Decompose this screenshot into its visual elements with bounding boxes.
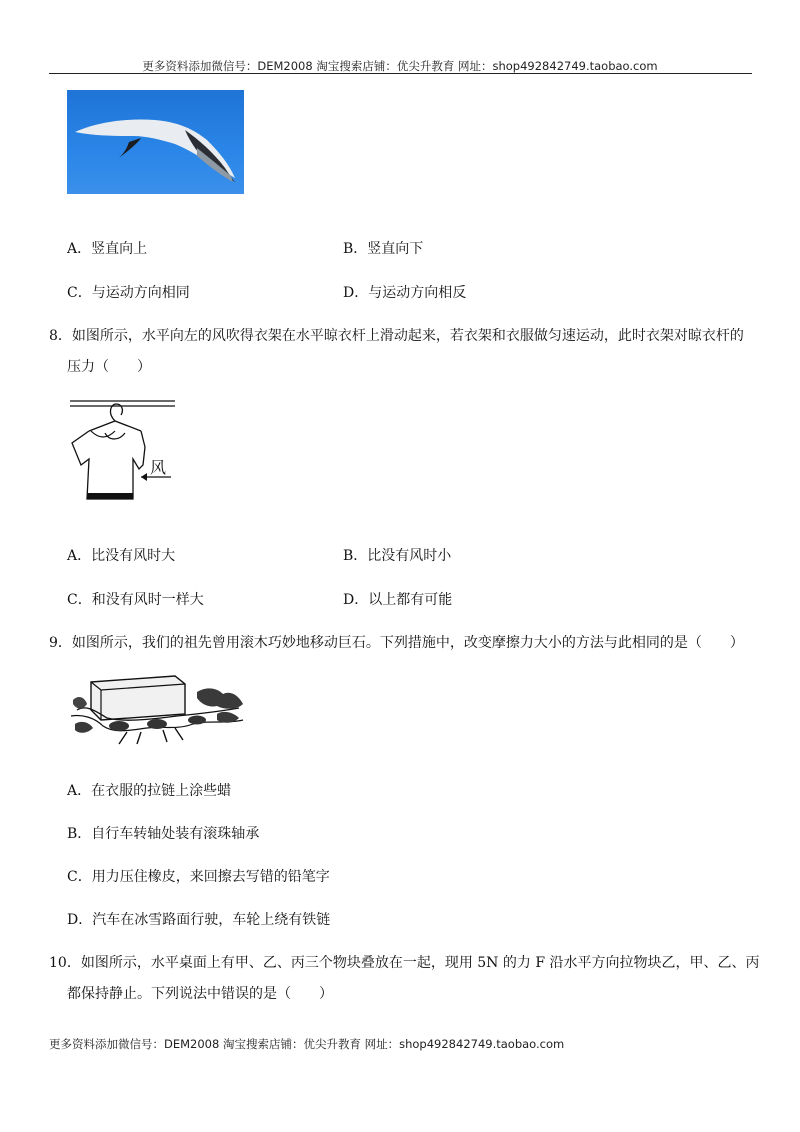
q7-option-d: D．与运动方向相反 (343, 285, 467, 301)
q10-stem-line2: 都保持静止。下列说法中错误的是（ ） (67, 986, 333, 1002)
bird-illustration (67, 90, 244, 194)
q8-option-d: D．以上都有可能 (343, 592, 453, 608)
q8-option-b: B．比没有风时小 (343, 548, 452, 564)
page-footer-text: 更多资料添加微信号：DEM2008 淘宝搜索店铺：优尖升教育 网址：shop492842749.taobao.com (49, 1037, 565, 1051)
rolling-logs-figure (67, 670, 247, 750)
wind-label: 风 (150, 458, 167, 477)
q9-option-a: A．在衣服的拉链上涂些蜡 (67, 783, 232, 799)
q9-stem: 9．如图所示，我们的祖先曾用滚木巧妙地移动巨石。下列措施中，改变摩擦力大小的方法与此相同的是（ ） (49, 635, 744, 651)
q8-option-a: A．比没有风时大 (67, 548, 176, 564)
q8-option-c: C．和没有风时一样大 (67, 592, 204, 608)
page-header-text: 更多资料添加微信号：DEM2008 淘宝搜索店铺：优尖升教育 网址：shop492842749.taobao.com (142, 59, 658, 73)
q8-stem-line1: 8．如图所示，水平向左的风吹得衣架在水平晾衣杆上滑动起来，若衣架和衣服做匀速运动，此时衣架对晾衣杆的 (49, 328, 744, 344)
q7-option-b: B．竖直向下 (343, 241, 424, 257)
q8-stem-line2: 压力（ ） (67, 359, 151, 375)
header-divider (49, 73, 752, 74)
q10-stem-line1: 10．如图所示，水平桌面上有甲、乙、丙三个物块叠放在一起，现用 5N 的力 F 沿水平方向拉物块乙，甲、乙、丙 (49, 955, 760, 971)
q7-option-c: C．与运动方向相同 (67, 285, 190, 301)
clothes-hanger-figure (67, 395, 187, 507)
q9-option-d: D．汽车在冰雪路面行驶，车轮上绕有铁链 (67, 912, 331, 928)
q9-option-c: C．用力压住橡皮，来回擦去写错的铅笔字 (67, 869, 330, 885)
q9-option-b: B．自行车转轴处装有滚珠轴承 (67, 826, 260, 842)
bird-photo (67, 90, 244, 194)
q7-option-a: A．竖直向上 (67, 241, 148, 257)
